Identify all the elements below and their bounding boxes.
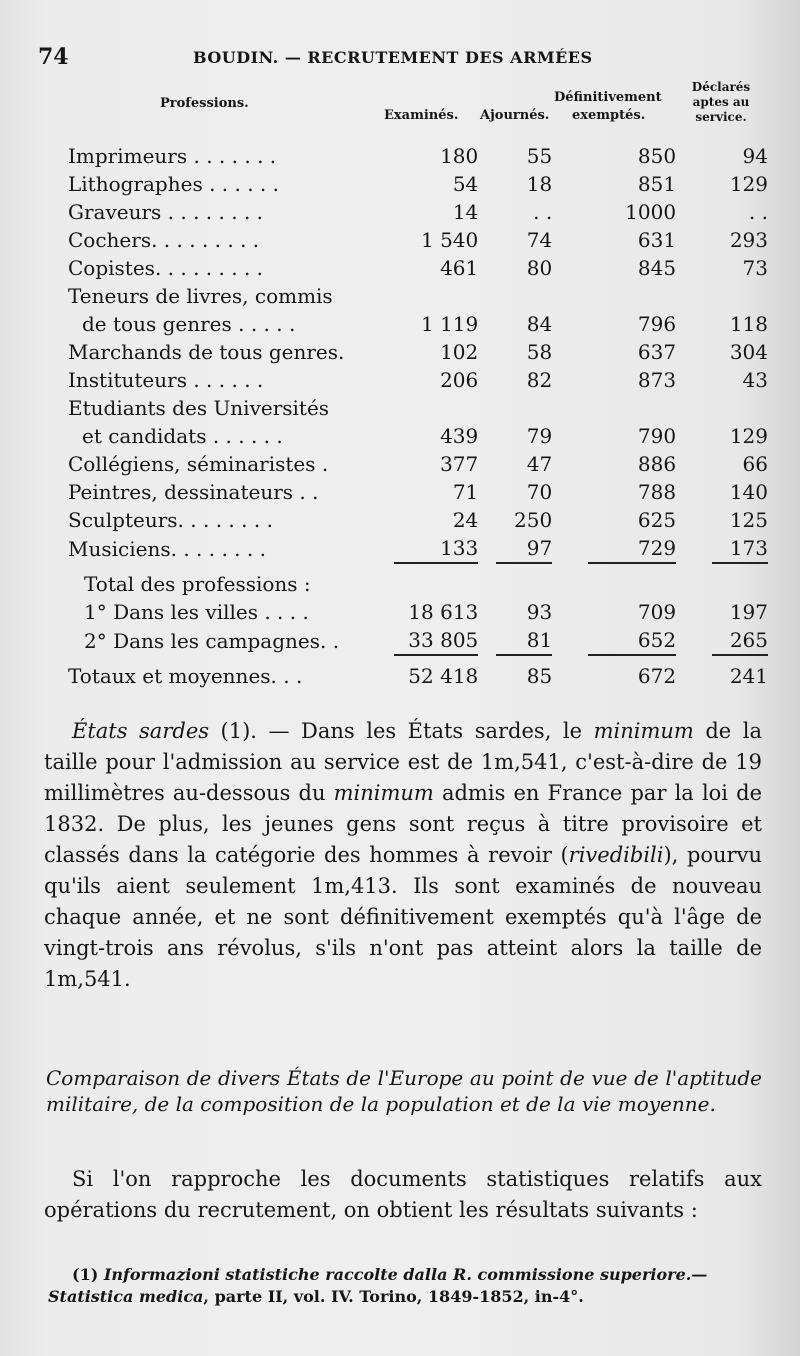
table-row (68, 142, 768, 170)
cell-exemptes: 729 (588, 534, 676, 564)
cell-examines: 1 119 (421, 312, 479, 336)
cell-examines: 33 805 (394, 626, 478, 656)
cell-aptes: 129 (729, 172, 768, 196)
profession-label: Lithographes . . . . . . (68, 172, 279, 196)
profession-label: Marchands de tous genres. (68, 340, 345, 364)
table-row (68, 254, 768, 282)
table-row (68, 338, 768, 366)
cell-examines: 461 (440, 256, 479, 280)
cell-exemptes: 709 (637, 600, 677, 624)
paragraph-etats-sardes: États sardes (1). — Dans les États sardes, le minimum de la taille pour l'admission au service est de 1m,541, c'est-à-dire de 19 millimètres au-dessous du minimum admis en France par la loi de 1832. De plus, les jeunes gens sont reçus à titre provisoire et classés dans la catégorie des hommes à revoir (rivedibili), pourvu qu'ils aient seulement 1m,413. Ils sont examinés de nouveau chaque année, et ne sont définitivement exemptés qu'à l'âge de vingt-trois ans révolus, s'ils n'ont pas atteint alors la taille de 1m,541. (44, 719, 762, 991)
table-row (68, 310, 768, 338)
cell-ajournes: 47 (526, 452, 553, 476)
cell-ajournes: . . (533, 200, 553, 224)
profession-label: Cochers. . . . . . . . . (68, 228, 260, 252)
profession-label: Instituteurs . . . . . . (68, 368, 264, 392)
profession-label: de tous genres . . . . . (82, 312, 296, 336)
cell-examines: 206 (440, 368, 479, 392)
table-row-label-line (68, 282, 768, 310)
table-row-label-line (68, 394, 768, 422)
cell-ajournes: 82 (526, 368, 553, 392)
profession-label: 1° Dans les villes . . . . (84, 600, 309, 624)
paragraph-comparaison: Si l'on rapproche les documents statistiques relatifs aux opérations du recrutement, on obtient les résultats suivants : (44, 1167, 762, 1222)
profession-label: Peintres, dessinateurs . . (68, 480, 319, 504)
table-row (68, 366, 768, 394)
profession-label: Totaux et moyennes. . . (68, 664, 303, 688)
recruitment-table (68, 142, 768, 690)
table-row (68, 170, 768, 198)
profession-label: 2° Dans les campagnes. . (84, 629, 340, 653)
cell-exemptes: 672 (637, 664, 677, 688)
table-row (68, 626, 768, 656)
total-heading: Total des professions : (84, 572, 311, 596)
header-definitivement: Définitivement (554, 90, 662, 105)
cell-aptes: 197 (729, 600, 768, 624)
table-row (68, 506, 768, 534)
profession-label: Teneurs de livres, commis (68, 284, 333, 308)
cell-exemptes: 851 (637, 172, 677, 196)
table-body (68, 142, 768, 690)
cell-exemptes: 788 (637, 480, 677, 504)
cell-aptes: 43 (742, 368, 768, 392)
cell-examines: 54 (452, 172, 479, 196)
cell-aptes: 125 (729, 508, 768, 532)
cell-exemptes: 652 (588, 626, 676, 656)
cell-ajournes: 85 (526, 664, 553, 688)
cell-exemptes: 886 (637, 452, 677, 476)
cell-examines: 133 (394, 534, 478, 564)
cell-aptes: 94 (742, 144, 768, 168)
table-row (68, 226, 768, 254)
cell-aptes: 173 (712, 534, 768, 564)
cell-examines: 377 (440, 452, 479, 476)
cell-aptes: 129 (729, 424, 768, 448)
cell-examines: 18 613 (408, 600, 479, 624)
cell-exemptes: 850 (637, 144, 677, 168)
profession-label: Copistes. . . . . . . . . (68, 256, 264, 280)
table-row (68, 478, 768, 506)
cell-ajournes: 97 (496, 534, 552, 564)
table-row (68, 598, 768, 626)
cell-ajournes: 81 (496, 626, 552, 656)
cell-aptes: 293 (729, 228, 768, 252)
cell-ajournes: 80 (526, 256, 553, 280)
page-header (38, 44, 778, 74)
header-examines: Examinés. (384, 108, 459, 123)
cell-examines: 102 (440, 340, 479, 364)
cell-aptes: 304 (729, 340, 768, 364)
header-exemptes: exemptés. (572, 108, 646, 123)
cell-ajournes: 79 (526, 424, 553, 448)
cell-aptes: 265 (712, 626, 768, 656)
cell-exemptes: 637 (637, 340, 677, 364)
table-row (68, 422, 768, 450)
profession-label: Graveurs . . . . . . . . (68, 200, 264, 224)
profession-label: Musiciens. . . . . . . . (68, 537, 266, 561)
cell-ajournes: 70 (526, 480, 553, 504)
cell-exemptes: 796 (637, 312, 677, 336)
cell-ajournes: 84 (526, 312, 553, 336)
cell-examines: 1 540 (421, 228, 479, 252)
cell-ajournes: 250 (514, 508, 553, 532)
cell-ajournes: 74 (526, 228, 553, 252)
cell-examines: 439 (440, 424, 479, 448)
cell-examines: 14 (452, 200, 479, 224)
cell-ajournes: 93 (526, 600, 553, 624)
total-heading-row (68, 564, 768, 598)
profession-label: et candidats . . . . . . (82, 424, 283, 448)
cell-exemptes: 1000 (625, 200, 677, 224)
section-title: États sardes (72, 719, 210, 743)
cell-ajournes: 58 (526, 340, 553, 364)
cell-aptes: . . (748, 200, 768, 224)
section-subheading: Comparaison de divers États de l'Europe au point de vue de l'aptitude militaire, de la composition de la population et de la vie moyenne. (46, 1066, 762, 1116)
profession-label: Imprimeurs . . . . . . . (68, 144, 277, 168)
cell-aptes: 241 (729, 664, 768, 688)
cell-examines: 52 418 (408, 664, 479, 688)
cell-aptes: 66 (742, 452, 768, 476)
cell-ajournes: 18 (526, 172, 553, 196)
table-row (68, 450, 768, 478)
cell-aptes: 73 (742, 256, 768, 280)
header-professions: Professions. (160, 96, 249, 111)
footnote: (1) Informazioni statistiche raccolte dalla R. commissione superiore.— Statistica medica, parte II, vol. IV. Torino, 1849-1852, in-4°. (48, 1265, 708, 1306)
profession-label: Sculpteurs. . . . . . . . (68, 508, 273, 532)
profession-label: Collégiens, séminaristes . (68, 452, 329, 476)
page-number: 74 (38, 44, 69, 70)
table-row (68, 534, 768, 564)
cell-exemptes: 845 (637, 256, 677, 280)
cell-examines: 71 (452, 480, 479, 504)
header-declares: Déclarés aptes au service. (691, 80, 751, 124)
cell-exemptes: 790 (637, 424, 677, 448)
cell-aptes: 118 (729, 312, 768, 336)
cell-examines: 24 (452, 508, 479, 532)
table-row (68, 656, 768, 690)
table-row (68, 198, 768, 226)
cell-exemptes: 631 (637, 228, 677, 252)
cell-aptes: 140 (729, 480, 768, 504)
cell-exemptes: 625 (637, 508, 677, 532)
cell-examines: 180 (440, 144, 479, 168)
profession-label: Etudiants des Universités (68, 396, 330, 420)
cell-exemptes: 873 (637, 368, 677, 392)
running-head: BOUDIN. — RECRUTEMENT DES ARMÉES (193, 48, 593, 67)
cell-ajournes: 55 (526, 144, 553, 168)
header-ajournes: Ajournés. (480, 108, 550, 123)
